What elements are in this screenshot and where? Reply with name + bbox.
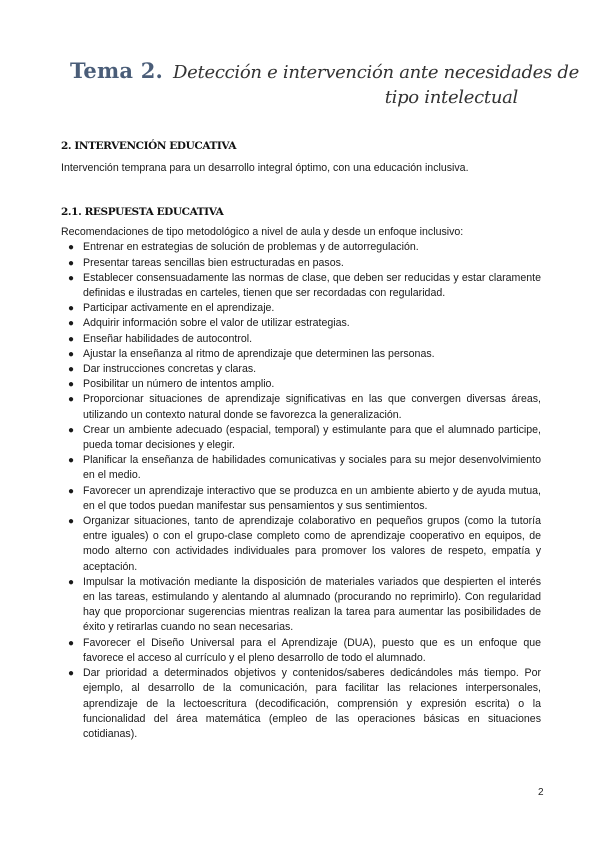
list-item	[68, 666, 541, 742]
list-item	[68, 392, 541, 422]
list-item-text: Posibilitar un número de intentos amplio.	[83, 378, 275, 391]
page-number: 2	[538, 787, 544, 798]
list-item-text: Enseñar habilidades de autocontrol.	[83, 332, 253, 345]
bullet-icon: ●	[68, 348, 75, 360]
topic-number: Tema 2.	[70, 58, 164, 83]
bullet-icon: ●	[68, 257, 75, 269]
list-item-text: Favorecer un aprendizaje interactivo que se produzca en un ambiente abierto y de ayuda mutua, en el que todos puedan manifestar sus pensamientos y sus sentimientos.	[83, 484, 541, 512]
list-item	[68, 377, 541, 392]
list-item-text: Presentar tareas sencillas bien estructuradas en pasos.	[83, 256, 344, 269]
bullet-icon: ●	[68, 379, 75, 391]
list-item-text: Crear un ambiente adecuado (espacial, temporal) y estimulante para que el alumnado participe, pueda tomar decisiones y elegir.	[83, 423, 541, 452]
list-item-text: Planificar la enseñanza de habilidades comunicativas y sociales para su mejor desenvolvimiento en el medio.	[83, 454, 541, 482]
list-item-text: Participar activamente en el aprendizaje.	[83, 302, 275, 315]
bullet-icon: ●	[68, 333, 75, 345]
bullet-icon: ●	[68, 668, 75, 680]
list-item-text: Establecer consensuadamente las normas de clase, que deben ser reducidas y estar claramente definidas e ilustradas en carteles, tienen que ser recordadas con regularidad.	[83, 271, 541, 300]
bullet-icon: ●	[68, 364, 75, 376]
bullet-icon: ●	[68, 394, 75, 406]
list-item	[68, 256, 541, 271]
bullet-icon: ●	[68, 455, 75, 467]
list-item	[68, 484, 541, 514]
list-item-text: Entrenar en estrategias de solución de problemas y de autorregulación.	[83, 241, 419, 254]
list-item	[68, 362, 541, 377]
list-item	[68, 636, 541, 666]
subsection-intro: Recomendaciones de tipo metodológico a nivel de aula y desde un enfoque inclusivo:	[61, 226, 464, 239]
recommendations-list	[61, 240, 541, 742]
bullet-icon: ●	[68, 242, 75, 254]
bullet-icon: ●	[68, 318, 75, 330]
bullet-icon: ●	[68, 424, 75, 436]
bullet-icon: ●	[68, 516, 75, 528]
bullet-icon: ●	[68, 303, 75, 315]
list-item	[68, 575, 541, 636]
bullet-icon: ●	[68, 576, 75, 588]
list-item-text: Adquirir información sobre el valor de utilizar estrategias.	[83, 317, 350, 330]
list-item	[68, 301, 541, 316]
list-item-text: Dar instrucciones concretas y claras.	[83, 363, 257, 376]
list-item-text: Proporcionar situaciones de aprendizaje significativas en las que convergen diversas áreas, utilizando un contexto natural donde se favorezca la generalización.	[83, 393, 541, 421]
list-item-text: Dar prioridad a determinados objetivos y contenidos/saberes dedicándoles más tiempo. Por ejemplo, al desarrollo de la comunicación, para facilitar las relaciones interpersonales, aprendizaje de la lectoescritura (decodificación, comprensión y expresión escrita) o la funcionalidad del área matemática (empleo de las operaciones básicas en situaciones cotidianas).	[83, 667, 541, 740]
title-line-2: tipo intelectual	[384, 87, 518, 108]
list-item-text: Ajustar la enseñanza al ritmo de aprendizaje que determinen las personas.	[83, 347, 435, 360]
bullet-icon: ●	[68, 272, 75, 284]
bullet-icon: ●	[68, 637, 75, 649]
list-item	[68, 453, 541, 483]
title-line-1: Detección e intervención ante necesidades de	[173, 62, 579, 83]
list-item	[68, 271, 541, 301]
list-item	[68, 347, 541, 362]
list-item-text: Favorecer el Diseño Universal para el Aprendizaje (DUA), puesto que es un enfoque que favorece el acceso al currículo y el pleno desarrollo de todo el alumnado.	[83, 636, 541, 664]
list-item	[68, 316, 541, 331]
page-title	[70, 58, 579, 108]
list-item	[68, 332, 541, 347]
list-item-text: Impulsar la motivación mediante la disposición de materiales variados que despierten el interés en las tareas, estimulando y alentando al alumnado (procurando no reprimirlo). Con regularidad hay que proporcionar sugerencias mientras realizan la tarea para aumentar las posibilidades de éxito y retirarlas cuando no sean necesarias.	[83, 575, 541, 634]
section-text: Intervención temprana para un desarrollo integral óptimo, con una educación inclusiva.	[61, 162, 469, 174]
bullet-icon: ●	[68, 485, 75, 497]
section-heading: 2. INTERVENCIÓN EDUCATIVA	[61, 140, 237, 152]
document-body	[61, 140, 541, 742]
list-item	[68, 240, 541, 255]
list-item	[68, 514, 541, 575]
list-item-text: Organizar situaciones, tanto de aprendizaje colaborativo en pequeños grupos (como la tutoría entre iguales) o con el grupo-clase completo como de aprendizaje cooperativo en equipos, de modo alterno con actividades individuales para promover los valores de respeto, empatía y aceptación.	[83, 515, 541, 573]
list-item	[68, 423, 541, 453]
subsection-heading: 2.1. RESPUESTA EDUCATIVA	[61, 206, 224, 219]
